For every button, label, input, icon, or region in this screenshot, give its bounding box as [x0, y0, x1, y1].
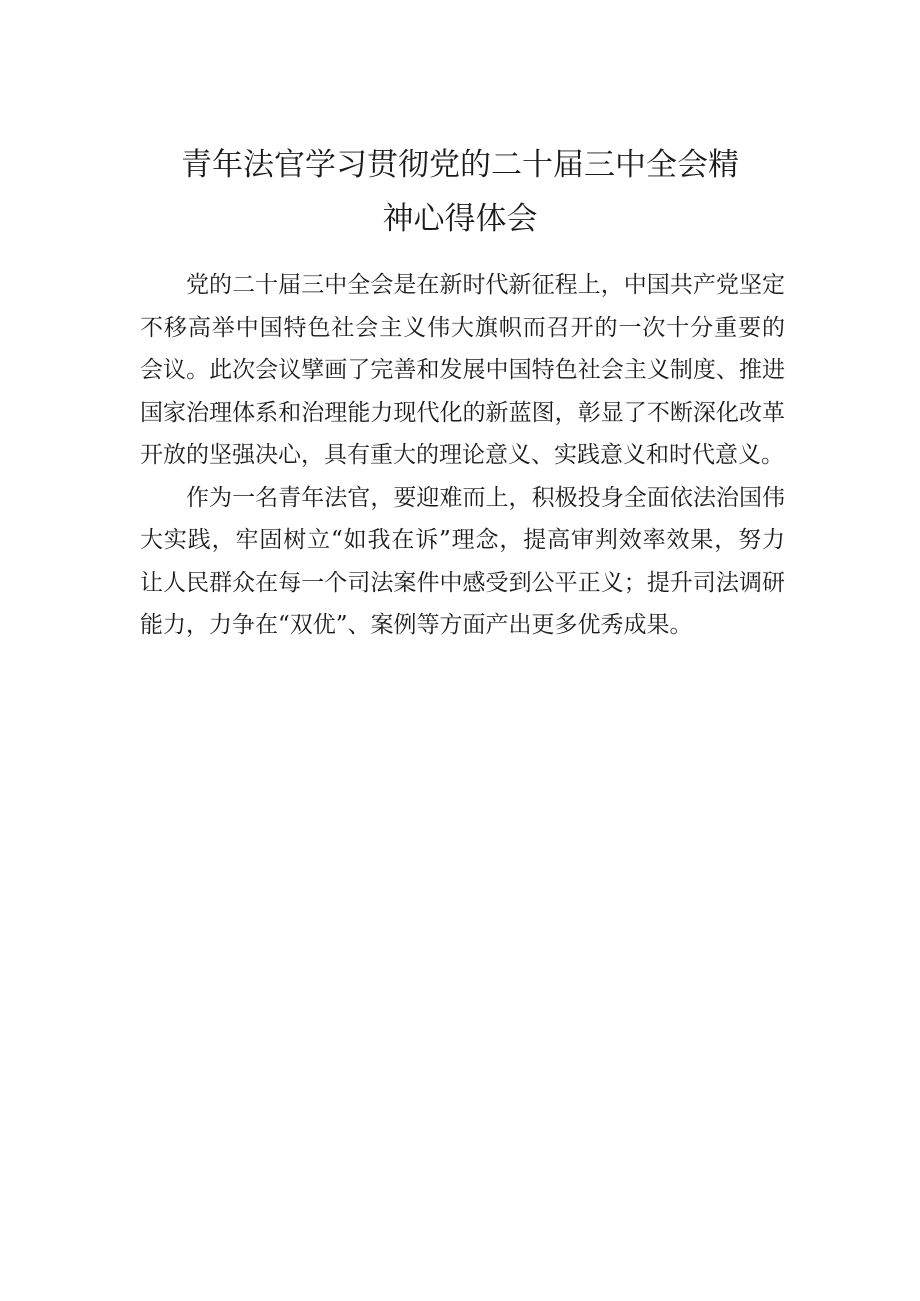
paragraph-line: 大实践，牢固树立“如我在诉”理念，提高审判效率效果，努力 — [140, 527, 785, 553]
paragraph-2 — [140, 477, 785, 647]
paragraph-line: 国家治理体系和治理能力现代化的新蓝图，彰显了不断深化改革 — [140, 399, 785, 426]
paragraph-line: 会议。此次会议擘画了完善和发展中国特色社会主义制度、推进 — [140, 357, 785, 383]
paragraph-line: 让人民群众在每一个司法案件中感受到公平正义；提升司法调研 — [140, 569, 785, 596]
title-line-1: 青年法官学习贯彻党的二十届三中全会精 — [181, 147, 739, 183]
paragraph-line: 能力，力争在“双优”、案例等方面产出更多优秀成果。 — [140, 612, 693, 638]
document-title — [140, 138, 780, 246]
paragraph-1 — [140, 264, 785, 477]
title-line-2: 神心得体会 — [382, 201, 538, 237]
paragraph-line: 不移高举中国特色社会主义伟大旗帜而召开的一次十分重要的 — [140, 314, 785, 341]
paragraph-line: 开放的坚强决心，具有重大的理论意义、实践意义和时代意义。 — [140, 442, 784, 468]
paragraph-line: 党的二十届三中全会是在新时代新征程上，中国共产党坚定 — [186, 272, 785, 298]
paragraph-line: 作为一名青年法官，要迎难而上，积极投身全面依法治国伟 — [186, 484, 785, 511]
document-body — [140, 264, 785, 647]
